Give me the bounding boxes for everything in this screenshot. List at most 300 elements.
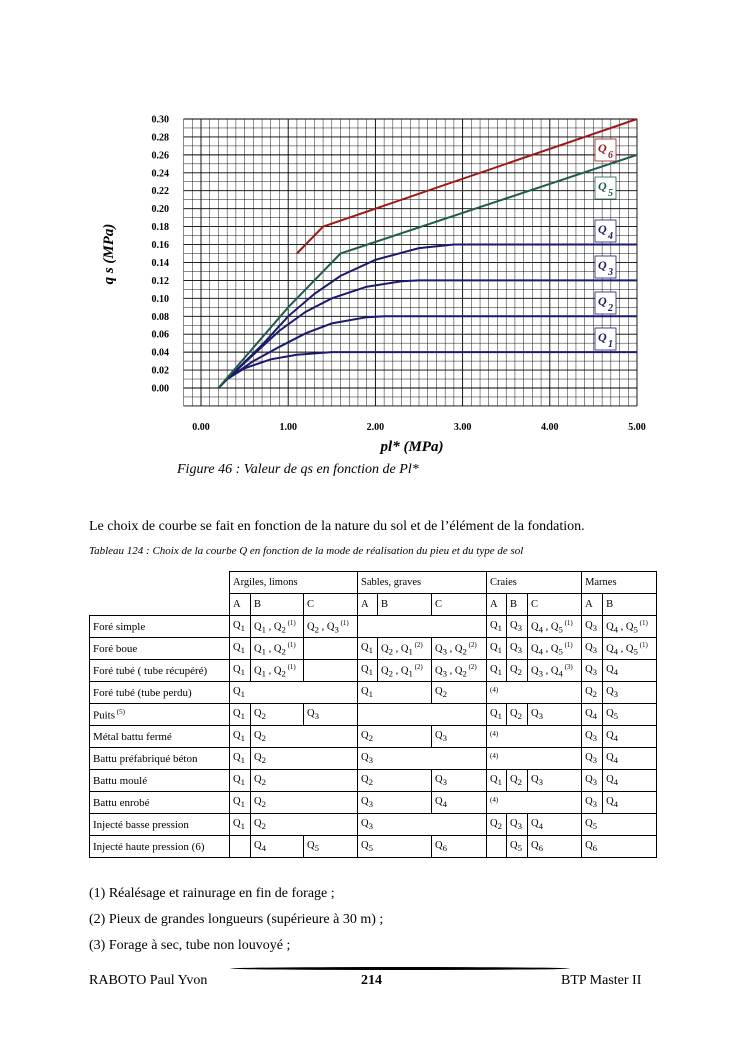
q-cell xyxy=(487,836,507,858)
q-cell xyxy=(487,660,507,682)
q-cell xyxy=(251,748,358,770)
q-letter: Q xyxy=(531,817,539,829)
q-letter: , Q xyxy=(447,665,463,677)
q-index: 3 xyxy=(592,755,598,766)
curve-label-sub-q5: 5 xyxy=(608,188,613,199)
table-row xyxy=(90,704,657,726)
page-number: 214 xyxy=(361,973,382,988)
q-cell xyxy=(603,726,657,748)
q-letter: Q xyxy=(585,773,593,785)
q-letter: Q xyxy=(435,773,443,785)
q-letter: Q xyxy=(510,663,518,675)
q-index: 2 xyxy=(517,667,522,678)
q-index: 3 xyxy=(368,821,373,832)
q-note: (1) xyxy=(338,618,349,627)
x-tick-label: 0.00 xyxy=(192,422,210,433)
y-tick-label: 0.20 xyxy=(151,204,169,216)
q-letter: Q xyxy=(361,817,369,829)
soil-class-header: C xyxy=(528,594,582,616)
q-letter: Q xyxy=(510,817,518,829)
row-label xyxy=(90,792,230,814)
q-cell xyxy=(603,638,657,660)
q-index: 2 xyxy=(462,646,467,657)
q-cell xyxy=(230,704,251,726)
y-axis-title: q s (MPa) xyxy=(101,223,117,285)
soil-class-header: B xyxy=(603,594,657,616)
q-letter: Q xyxy=(381,643,389,655)
curve-q6 xyxy=(297,119,637,254)
q-letter: Q xyxy=(233,729,241,741)
table-row xyxy=(90,792,657,814)
q-cell xyxy=(251,638,304,660)
q-letter: Q xyxy=(435,685,443,697)
q-cell xyxy=(251,726,358,748)
q-letter: Q xyxy=(361,795,369,807)
q-letter: Q xyxy=(381,665,389,677)
q-cell xyxy=(358,748,487,770)
q-index: 1 xyxy=(497,711,502,722)
q-letter: Q xyxy=(531,643,539,655)
q-cell xyxy=(507,836,528,858)
q-cell xyxy=(582,726,603,748)
q-cell xyxy=(487,748,582,770)
q-letter: Q xyxy=(233,685,241,697)
q-cell xyxy=(432,792,487,814)
q-index: 5 xyxy=(368,843,373,854)
q-index: 6 xyxy=(538,843,543,854)
soil-class-header: B xyxy=(507,594,528,616)
soil-class-header: A xyxy=(358,594,378,616)
soil-group-header: Argiles, limons xyxy=(230,572,358,594)
q-index: 2 xyxy=(517,777,522,788)
q-letter: Q xyxy=(361,685,369,697)
q-index: 1 xyxy=(240,689,245,700)
q-index: 4 xyxy=(613,733,619,744)
q-letter: Q xyxy=(606,643,614,655)
q-cell xyxy=(358,660,378,682)
soil-class-header: A xyxy=(582,594,603,616)
q-cell xyxy=(487,616,507,638)
row-label-text: Foré tubé ( tube récupéré) xyxy=(93,664,208,677)
q-index: 1 xyxy=(261,646,266,657)
q-index: 3 xyxy=(314,711,319,722)
q-index: 1 xyxy=(261,624,266,635)
q-index: 3 xyxy=(613,689,619,700)
q-letter: Q xyxy=(510,839,518,851)
q-cell xyxy=(582,814,657,836)
q-cell xyxy=(603,704,657,726)
q-cell xyxy=(251,616,304,638)
qs-chart xyxy=(0,100,745,460)
q-cell xyxy=(603,660,657,682)
q-letter: Q xyxy=(531,665,539,677)
row-label-text: Métal battu fermé xyxy=(93,730,172,743)
q-cell xyxy=(487,682,582,704)
table-row xyxy=(90,616,657,638)
q-cell xyxy=(528,704,582,726)
q-note: (1) xyxy=(285,662,296,671)
q-cell xyxy=(487,792,582,814)
q-cell xyxy=(358,638,378,660)
q-letter: Q xyxy=(254,729,262,741)
q-letter: Q xyxy=(585,663,593,675)
q-letter: Q xyxy=(254,665,262,677)
q-letter: Q xyxy=(585,685,593,697)
q-letter: , Q xyxy=(393,665,409,677)
q-letter: , Q xyxy=(265,665,282,677)
q-cell xyxy=(230,836,251,858)
q-index: 1 xyxy=(497,777,502,788)
q-index: 2 xyxy=(281,646,286,657)
q-index: 1 xyxy=(240,711,245,722)
q-index: 4 xyxy=(613,646,619,657)
q-note: (1) xyxy=(285,618,296,627)
q-letter: Q xyxy=(435,795,443,807)
q-letter: Q xyxy=(361,663,369,675)
intro-paragraph: Le choix de courbe se fait en fonction de la nature du sol et de l’élément de la fondation. xyxy=(89,519,585,534)
footer-course: BTP Master II xyxy=(561,973,642,988)
q-index: 1 xyxy=(240,755,245,766)
q-index: 2 xyxy=(368,777,373,788)
q-cell xyxy=(358,726,432,748)
q-cell xyxy=(378,638,432,660)
q-index: 3 xyxy=(592,645,598,656)
table-row xyxy=(90,682,657,704)
table-row xyxy=(90,814,657,836)
q-note: (4) xyxy=(490,751,499,760)
q-cell xyxy=(487,638,507,660)
q-cell xyxy=(603,616,657,638)
curve-label-q1: Q xyxy=(598,330,607,344)
q-index: 3 xyxy=(538,777,543,788)
q-letter: Q xyxy=(254,773,262,785)
q-index: 3 xyxy=(334,624,339,635)
q-index: 4 xyxy=(613,667,619,678)
q-index: 3 xyxy=(538,711,543,722)
q-cell xyxy=(358,770,432,792)
q-letter: Q xyxy=(531,707,539,719)
q-letter: Q xyxy=(606,707,614,719)
q-index: 5 xyxy=(558,624,563,635)
q-note: (2) xyxy=(412,640,423,649)
q-cell xyxy=(230,792,251,814)
q-index: 1 xyxy=(408,646,413,657)
note-2: (2) Pieux de grandes longueurs (supérieure à 30 m) ; xyxy=(89,912,384,927)
q-letter: Q xyxy=(435,665,443,677)
x-tick-label: 2.00 xyxy=(366,422,385,433)
curve-label-sub-q1: 1 xyxy=(608,339,613,350)
y-tick-label: 0.12 xyxy=(151,275,169,287)
table-row xyxy=(90,726,657,748)
q-index: 6 xyxy=(592,843,598,854)
q-cell xyxy=(251,660,304,682)
y-tick-label: 0.16 xyxy=(151,240,169,252)
q-cell xyxy=(487,704,507,726)
q-cell xyxy=(528,616,582,638)
q-letter: Q xyxy=(585,817,593,829)
soil-group-header: Marnes xyxy=(582,572,657,594)
row-label-text: Foré boue xyxy=(93,642,138,655)
q-cell xyxy=(507,616,528,638)
q-index: 2 xyxy=(261,711,266,722)
q-letter: Q xyxy=(435,839,443,851)
q-index: 1 xyxy=(368,667,373,678)
q-cell xyxy=(230,616,251,638)
q-letter: , Q xyxy=(618,643,634,655)
q-letter: Q xyxy=(606,751,614,763)
row-label-text: Battu préfabriqué béton xyxy=(93,752,198,765)
q-cell xyxy=(432,726,487,748)
x-tick-label: 4.00 xyxy=(541,422,559,433)
soil-class-header: A xyxy=(487,594,507,616)
q-letter: Q xyxy=(233,817,241,829)
q-index: 3 xyxy=(592,667,598,678)
q-index: 4 xyxy=(558,668,563,679)
y-tick-label: 0.00 xyxy=(151,383,169,395)
q-cell xyxy=(358,792,432,814)
curve-label-q6: Q xyxy=(598,141,607,155)
q-letter: Q xyxy=(585,795,593,807)
q-letter: Q xyxy=(510,773,518,785)
q-cell xyxy=(507,704,528,726)
q-letter: Q xyxy=(531,839,539,851)
q-letter: Q xyxy=(233,795,241,807)
curve-label-sub-q4: 4 xyxy=(608,231,613,242)
q-letter: Q xyxy=(585,729,593,741)
q-cell xyxy=(507,660,528,682)
row-label xyxy=(90,704,230,726)
soil-group-header: Craies xyxy=(487,572,582,594)
q-letter: Q xyxy=(490,663,498,675)
row-label xyxy=(90,814,230,836)
q-index: 4 xyxy=(538,646,543,657)
note-1: (1) Réalésage et rainurage en fin de forage ; xyxy=(89,886,335,901)
q-note: (4) xyxy=(490,729,499,738)
q-index: 1 xyxy=(497,623,502,634)
note-3: (3) Forage à sec, tube non louvoyé ; xyxy=(89,938,291,953)
y-tick-label: 0.22 xyxy=(151,186,169,198)
q-letter: Q xyxy=(490,707,498,719)
row-label xyxy=(90,638,230,660)
q-letter: , Q xyxy=(265,621,282,633)
q-index: 2 xyxy=(261,733,266,744)
row-label xyxy=(90,748,230,770)
q-letter: Q xyxy=(233,663,241,675)
y-tick-label: 0.24 xyxy=(151,168,169,180)
table-row xyxy=(90,660,657,682)
table-group-header xyxy=(90,572,657,594)
y-tick-label: 0.30 xyxy=(151,114,169,126)
q-index: 3 xyxy=(592,623,598,634)
q-index: 5 xyxy=(592,821,598,832)
q-letter: Q xyxy=(361,839,369,851)
q-letter: Q xyxy=(233,773,241,785)
q-index: 2 xyxy=(261,799,266,810)
q-letter: , Q xyxy=(543,621,559,633)
curve-label-q2: Q xyxy=(598,294,607,308)
q-note: (1) xyxy=(637,640,648,649)
q-letter: Q xyxy=(254,751,262,763)
q-index: 3 xyxy=(442,777,447,788)
q-letter: Q xyxy=(361,773,369,785)
q-cell xyxy=(582,682,603,704)
q-index: 3 xyxy=(592,733,598,744)
q-index: 5 xyxy=(558,646,563,657)
curve-label-sub-q3: 3 xyxy=(608,267,613,278)
y-tick-label: 0.26 xyxy=(151,150,169,162)
y-tick-label: 0.28 xyxy=(151,132,169,144)
q-letter: Q xyxy=(510,641,518,653)
curve-label-sub-q6: 6 xyxy=(608,150,613,161)
q-index: 1 xyxy=(240,623,245,634)
q-cell xyxy=(487,770,507,792)
q-index: 2 xyxy=(314,624,319,635)
q-cell xyxy=(528,638,582,660)
footer-rule xyxy=(230,967,570,970)
q-cell xyxy=(378,660,432,682)
q-letter: Q xyxy=(254,707,262,719)
q-cell xyxy=(230,726,251,748)
q-cell xyxy=(251,770,358,792)
q-note: (4) xyxy=(490,685,499,694)
q-index: 1 xyxy=(240,645,245,656)
row-label xyxy=(90,726,230,748)
q-cell xyxy=(582,704,603,726)
x-tick-label: 3.00 xyxy=(453,422,472,433)
y-tick-label: 0.08 xyxy=(151,311,169,323)
q-cell xyxy=(230,814,251,836)
q-cell xyxy=(528,814,582,836)
row-label-text: Battu moulé xyxy=(93,774,148,787)
q-letter: Q xyxy=(435,643,443,655)
q-letter: Q xyxy=(435,729,443,741)
q-index: 4 xyxy=(538,624,543,635)
row-label-text: Foré tubé (tube perdu) xyxy=(93,686,192,699)
q-cell xyxy=(528,660,582,682)
q-note: (1) xyxy=(562,618,573,627)
q-letter: Q xyxy=(233,619,241,631)
q-index: 1 xyxy=(261,668,266,679)
row-label xyxy=(90,616,230,638)
q-letter: Q xyxy=(233,707,241,719)
q-letter: Q xyxy=(361,641,369,653)
q-letter: , Q xyxy=(393,643,409,655)
q-cell xyxy=(528,770,582,792)
y-tick-label: 0.02 xyxy=(151,365,169,377)
q-cell xyxy=(603,770,657,792)
q-cell xyxy=(304,616,358,638)
q-cell xyxy=(528,836,582,858)
soil-class-header: A xyxy=(230,594,251,616)
corner-cell xyxy=(90,572,230,616)
q-cell xyxy=(582,748,603,770)
curve-label-q3: Q xyxy=(598,258,607,272)
q-index: 1 xyxy=(497,645,502,656)
q-cell xyxy=(432,770,487,792)
x-axis-title: pl* (MPa) xyxy=(380,439,444,455)
q-index: 5 xyxy=(314,843,319,854)
q-index: 2 xyxy=(442,689,447,700)
q-index: 2 xyxy=(462,668,467,679)
q-letter: , Q xyxy=(318,621,335,633)
row-label xyxy=(90,836,230,858)
q-index: 2 xyxy=(281,668,286,679)
q-index: 4 xyxy=(442,799,447,810)
q-index: 5 xyxy=(517,843,522,854)
row-label-text: Puits xyxy=(93,709,116,722)
q-letter: Q xyxy=(490,619,498,631)
q-letter: Q xyxy=(254,795,262,807)
row-label xyxy=(90,660,230,682)
q-letter: , Q xyxy=(447,643,463,655)
y-tick-label: 0.14 xyxy=(151,257,169,269)
q-cell xyxy=(507,814,528,836)
q-index: 2 xyxy=(281,624,286,635)
q-index: 2 xyxy=(517,711,522,722)
q-letter: Q xyxy=(606,773,614,785)
soil-class-header: C xyxy=(432,594,487,616)
q-index: 4 xyxy=(613,624,619,635)
q-note: (2) xyxy=(412,662,423,671)
q-letter: Q xyxy=(490,641,498,653)
table-row xyxy=(90,770,657,792)
q-note: (1) xyxy=(637,618,648,627)
table-row xyxy=(90,836,657,858)
table-row xyxy=(90,748,657,770)
q-cell xyxy=(432,638,487,660)
q-index: 3 xyxy=(592,799,598,810)
q-index: 3 xyxy=(538,668,543,679)
curve-label-q5: Q xyxy=(598,179,607,193)
y-tick-label: 0.18 xyxy=(151,222,169,234)
q-cell xyxy=(230,770,251,792)
q-cell xyxy=(582,770,603,792)
table-row xyxy=(90,638,657,660)
q-letter: Q xyxy=(585,641,593,653)
q-index: 3 xyxy=(442,733,447,744)
q-cell xyxy=(230,748,251,770)
q-cell xyxy=(251,836,304,858)
q-letter: , Q xyxy=(265,643,282,655)
q-letter: Q xyxy=(585,619,593,631)
curve-label-q4: Q xyxy=(598,222,607,236)
q-index: 1 xyxy=(368,689,373,700)
q-cell xyxy=(582,660,603,682)
x-tick-label: 5.00 xyxy=(628,422,646,433)
q-cell xyxy=(304,638,358,660)
q-cell xyxy=(251,704,304,726)
q-letter: Q xyxy=(361,751,369,763)
q-letter: Q xyxy=(254,621,262,633)
q-letter: Q xyxy=(307,839,315,851)
row-label xyxy=(90,682,230,704)
y-tick-label: 0.06 xyxy=(151,329,169,341)
q-cell xyxy=(358,704,487,726)
row-label-text: Foré simple xyxy=(93,620,146,633)
q-letter: Q xyxy=(510,619,518,631)
curve-label-sub-q2: 2 xyxy=(608,303,613,314)
row-label-text: Battu enrobé xyxy=(93,796,150,809)
q-letter: Q xyxy=(510,707,518,719)
soil-class-header: B xyxy=(378,594,432,616)
q-index: 1 xyxy=(368,645,373,656)
q-cell xyxy=(304,704,358,726)
q-cell xyxy=(432,682,487,704)
q-cell xyxy=(230,682,358,704)
q-cell xyxy=(582,836,657,858)
soil-class-header: B xyxy=(251,594,304,616)
q-cell xyxy=(230,660,251,682)
